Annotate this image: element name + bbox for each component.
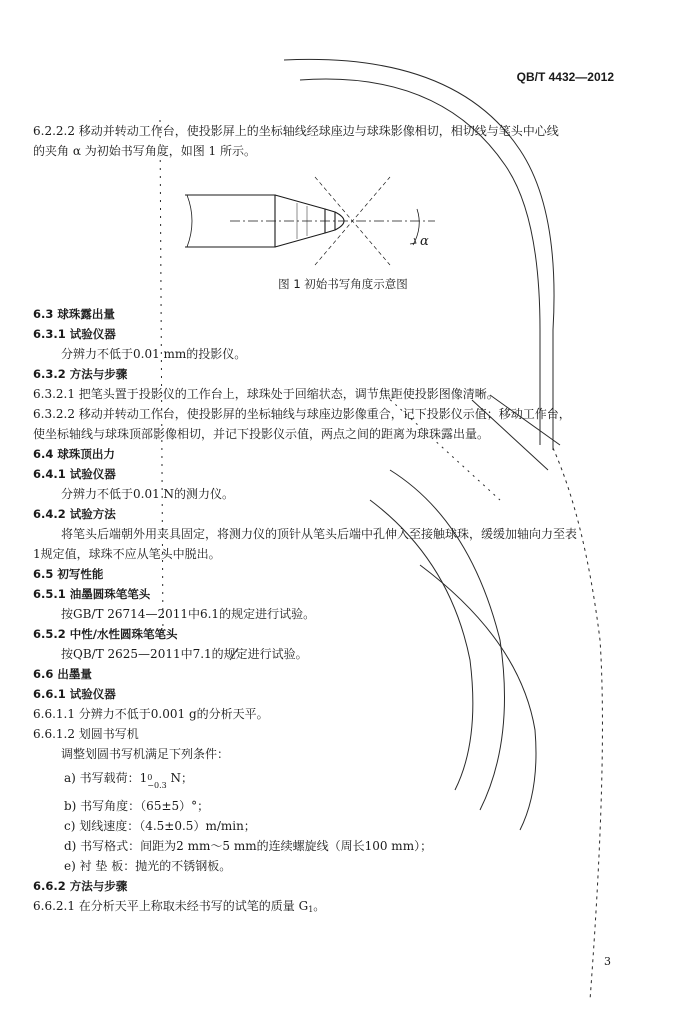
item-a-lower: −0.3: [147, 781, 167, 790]
item-a-prefix: a) 书写载荷：1: [64, 771, 148, 785]
pen-cone: [275, 195, 325, 247]
condition-item-c: c) 划线速度：（4.5±0.5）m/min；: [64, 819, 256, 833]
item-a-tolerance: [147, 774, 166, 790]
condition-item-a: [64, 770, 193, 790]
angle-label: α: [420, 234, 429, 249]
item-a-upper: 0: [147, 773, 153, 782]
clause-6-6-1-2-heading: 6.6.1.2 划圆书写机: [33, 727, 139, 741]
angle-arc: [413, 209, 419, 245]
clause-6-3-2-1: 6.3.2.1 把笔头置于投影仪的工作台上，球珠处于回缩状态，调节焦距使投影图像清晰。: [33, 387, 499, 401]
clause-6-5-1-body: 按GB/T 26714—2011中6.1的规定进行试验。: [61, 607, 316, 621]
condition-item-b: b) 书写角度：（65±5）°；: [64, 799, 210, 813]
section-6-4-heading: 6.4 球珠顶出力: [33, 447, 115, 461]
clause-6-2-2-2-line1: 6.2.2.2 移动并转动工作台，使投影屏上的坐标轴线经球座边与球珠影像相切，相切线与笔头中心线: [33, 124, 559, 138]
clause-6-3-2-heading: 6.3.2 方法与步骤: [33, 367, 128, 381]
clause-6-6-1-heading: 6.6.1 试验仪器: [33, 687, 116, 701]
page-number: 3: [604, 955, 611, 968]
clause-6-3-2-2-line2: 使坐标轴线与球珠顶部影像相切，并记下投影仪示值，两点之间的距离为球珠露出量。: [33, 427, 490, 441]
clause-6-5-2-body: 按QB/T 2625—2011中7.1的规定进行试验。: [61, 647, 308, 661]
clause-6-4-1-body: 分辨力不低于0.01 N的测力仪。: [61, 487, 235, 501]
clause-6-6-2-1: [33, 898, 325, 918]
mass-subscript: 1: [308, 905, 314, 914]
clause-6-6-2-heading: 6.6.2 方法与步骤: [33, 879, 128, 893]
clause-6-6-2-1-end: 。: [313, 899, 326, 913]
clause-6-3-1-heading: 6.3.1 试验仪器: [33, 327, 116, 341]
clause-6-4-2-line2: 1规定值，球珠不应从笔头中脱出。: [33, 547, 221, 561]
clause-6-6-1-1: 6.6.1.1 分辨力不低于0.001 g的分析天平。: [33, 707, 269, 721]
clause-6-4-1-heading: 6.4.1 试验仪器: [33, 467, 116, 481]
figure-initial-writing-angle: [185, 165, 465, 275]
clause-6-2-2-2-line2: 的夹角 α 为初始书写角度，如图 1 所示。: [33, 144, 256, 158]
item-a-suffix: N；: [166, 771, 194, 785]
clause-6-5-1-heading: 6.5.1 油墨圆珠笔笔头: [33, 587, 151, 601]
condition-item-d: d) 书写格式：间距为2 mm～5 mm的连续螺旋线（周长100 mm）；: [64, 839, 433, 853]
standard-code: QB/T 4432—2012: [516, 70, 614, 84]
section-6-5-heading: 6.5 初写性能: [33, 567, 104, 581]
section-6-6-heading: 6.6 出墨量: [33, 667, 92, 681]
clause-6-4-2-line1: 将笔头后端朝外用夹具固定，将测力仪的顶针从笔头后端中孔伸入至接触球珠，缓缓加轴向力至表: [61, 527, 578, 541]
figure-caption: 图 1 初始书写角度示意图: [278, 277, 408, 291]
clause-6-4-2-heading: 6.4.2 试验方法: [33, 507, 116, 521]
section-6-3-heading: 6.3 球珠露出量: [33, 307, 115, 321]
clause-6-3-2-2-line1: 6.3.2.2 移动并转动工作台，使投影屏的坐标轴线与球座边影像重合，记下投影仪示值；移动工作台，: [33, 407, 571, 421]
clause-6-6-1-2-body: 调整划圆书写机满足下列条件：: [61, 747, 230, 761]
clause-6-3-1-body: 分辨力不低于0.01 mm的投影仪。: [61, 347, 247, 361]
condition-item-e: e) 衬 垫 板：抛光的不锈钢板。: [64, 859, 232, 873]
clause-6-5-2-heading: 6.5.2 中性/水性圆珠笔笔头: [33, 627, 178, 641]
clause-6-6-2-1-text: 6.6.2.1 在分析天平上称取未经书写的试笔的质量 G: [33, 899, 309, 913]
angle-arrow: [410, 238, 416, 244]
